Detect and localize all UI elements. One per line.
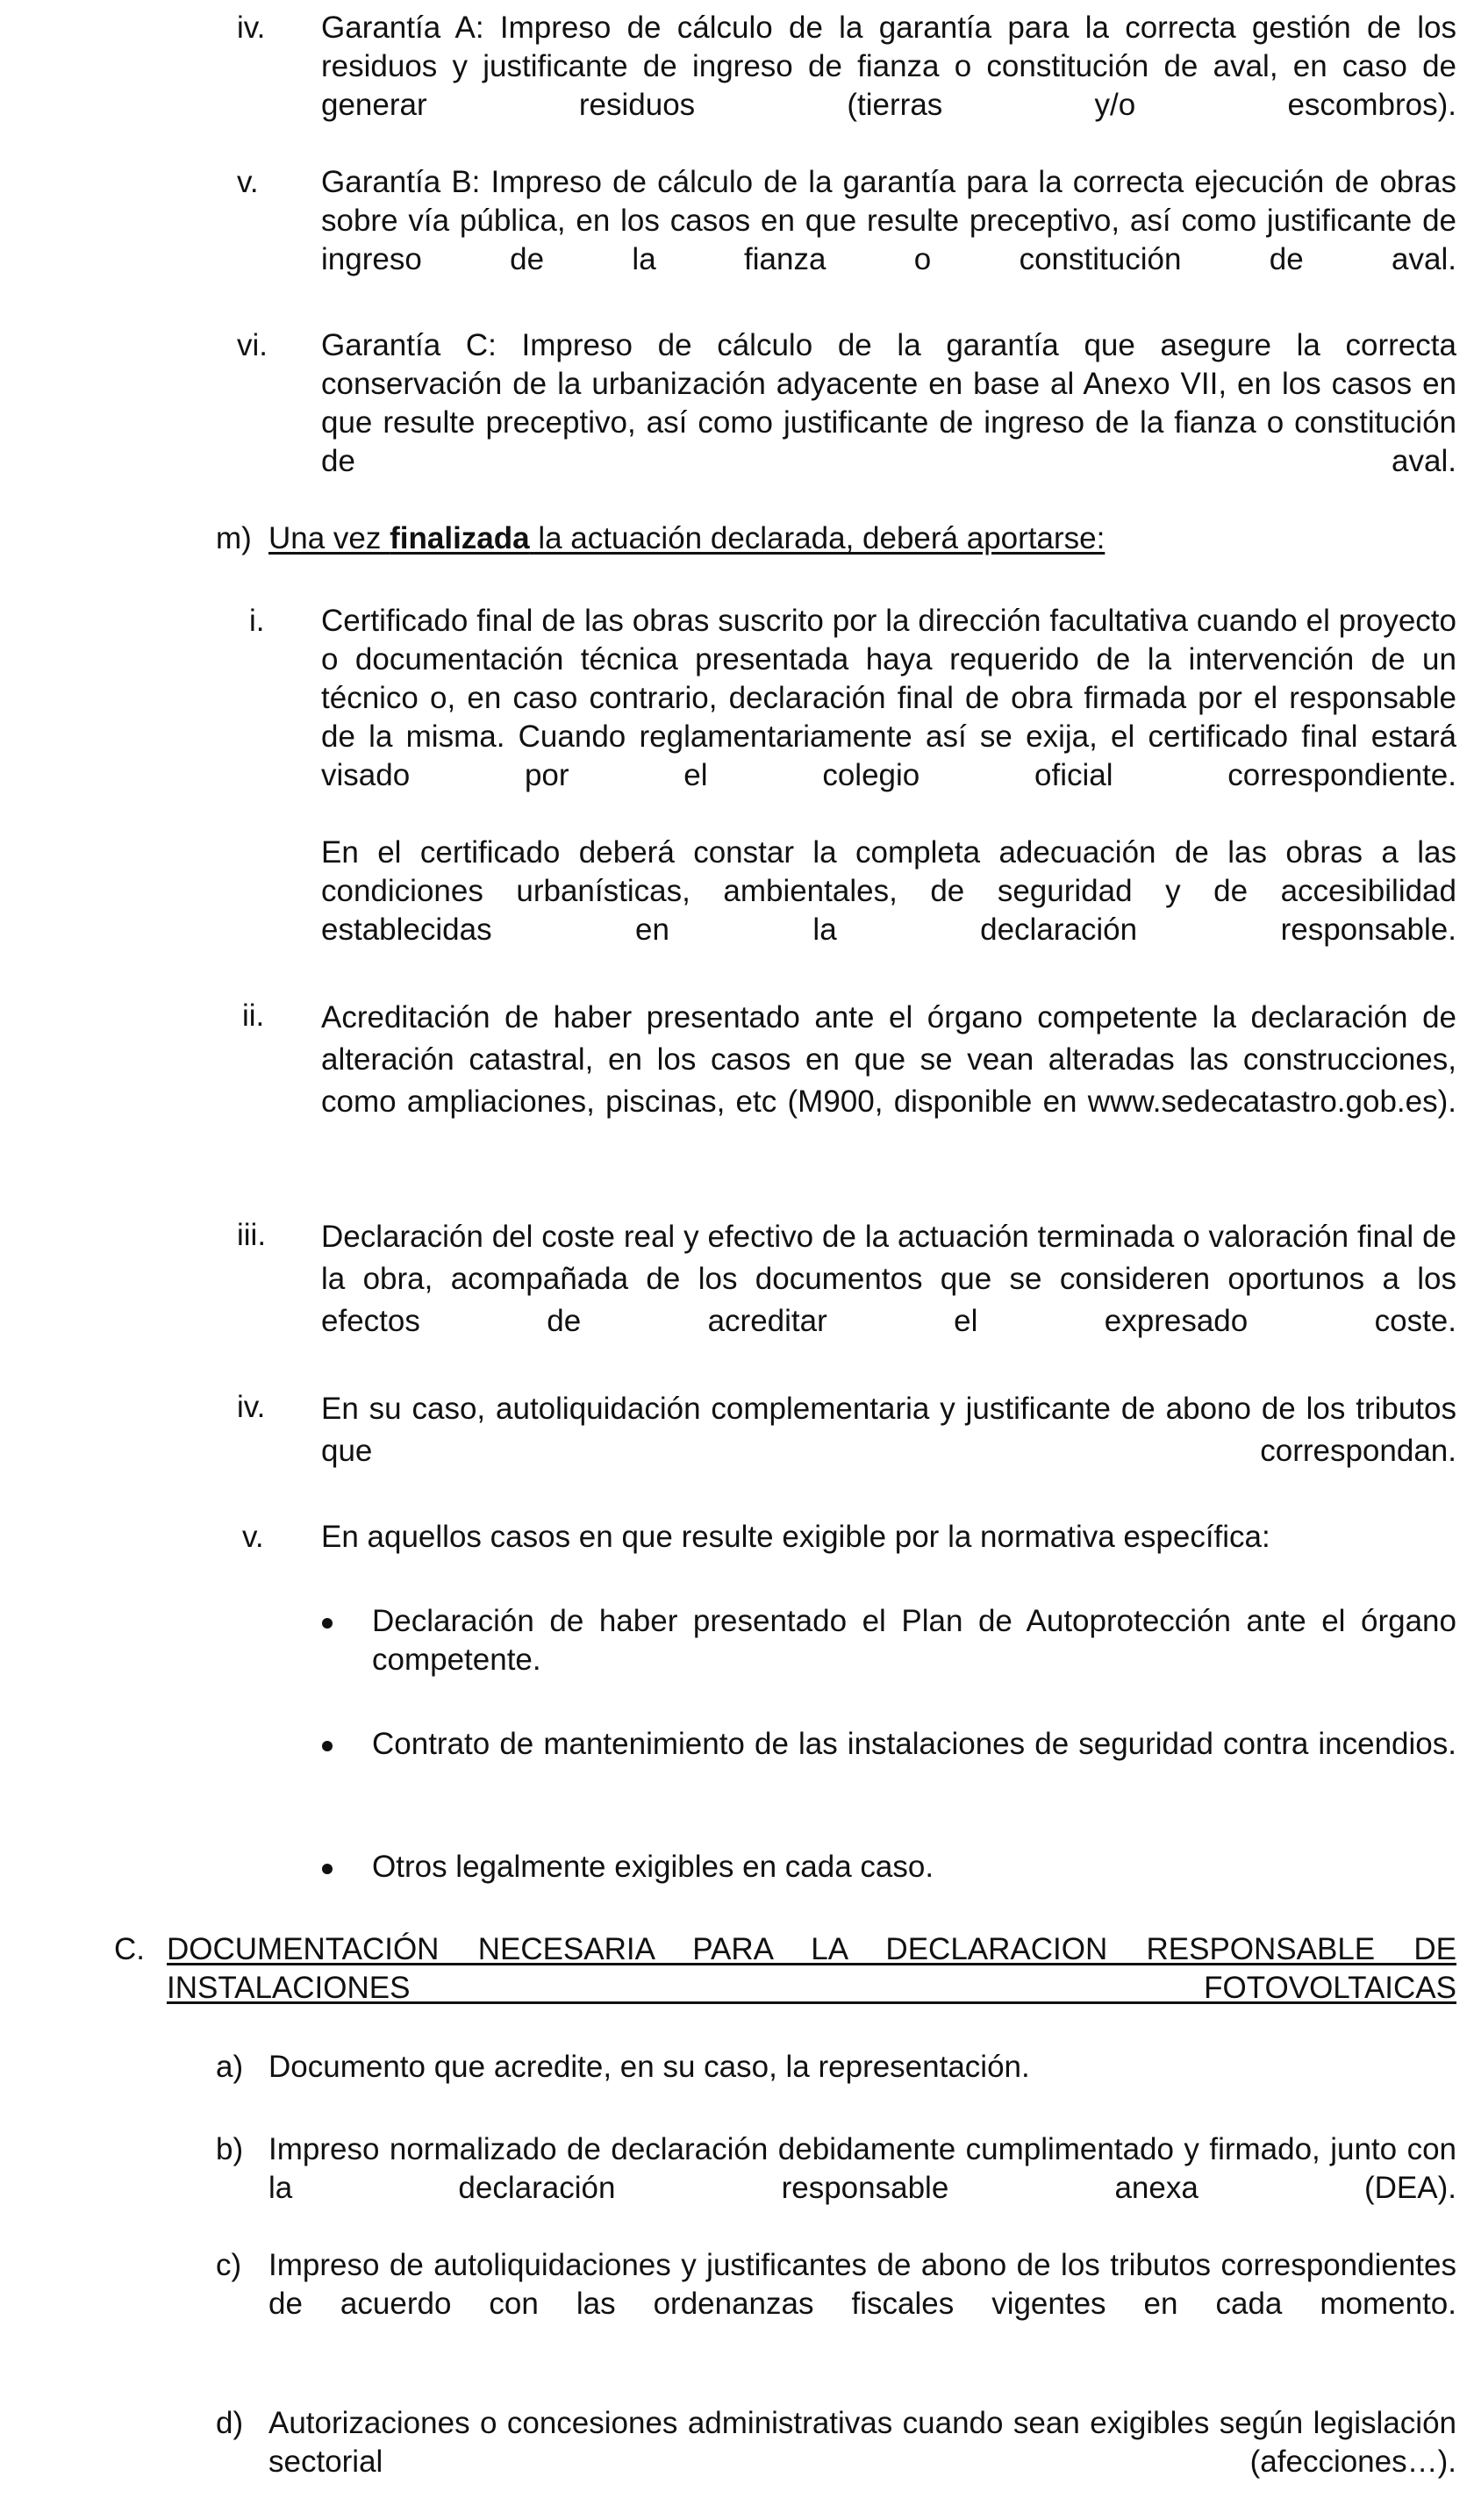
list-marker: v. [242,1520,264,1554]
section-m-heading [268,519,1105,558]
certificado-final-paragraph: Certificado final de las obras suscrito por la dirección facultativa cuando el proyecto o documentación técnica presentada haya requerido de la intervención de un técnico o, en caso contrario, declaración final de obra firmada por el responsable de la misma. Cuando reglamentariamente así se exija, el certificado final estará visado por el colegio oficial correspondiente. [321,604,1456,792]
heading-text: la actuación declarada, deberá aportarse: [529,521,1106,555]
garantia-c-paragraph: Garantía C: Impreso de cálculo de la garantía que asegure la correcta conservación de la urbanización adyacente en base al Anexo VII, en los casos en que resulte preceptivo, así como justificante de ingreso de la fianza o constitución de aval. [321,328,1456,478]
list-marker: ii. [242,999,265,1033]
bullet-dot [322,1741,333,1751]
heading-text: Una vez [268,521,390,555]
representacion-paragraph: Documento que acredite, en su caso, la representación. [268,2050,1030,2084]
bullet-dot [322,1864,333,1874]
list-marker: i. [249,604,265,638]
section-c-heading: DOCUMENTACIÓN NECESARIA PARA LA DECLARACION RESPONSABLE DE INSTALACIONES FOTOVOLTAICAS [167,1932,1456,2005]
impreso-normalizado-paragraph: Impreso normalizado de declaración debidamente cumplimentado y firmado, junto con la declaración responsable anexa (DEA). [268,2132,1456,2205]
bullet-item: Otros legalmente exigibles en cada caso. [372,1850,934,1884]
list-marker: v. [237,165,259,199]
autorizaciones-paragraph: Autorizaciones o concesiones administrativas cuando sean exigibles según legislación sectorial (afecciones…). [268,2406,1456,2479]
list-marker: a) [216,2050,244,2084]
bullet-item: Declaración de haber presentado el Plan de Autoprotección ante el órgano competente. [372,1604,1456,1677]
heading-bold-text: finalizada [390,521,530,555]
garantia-b-paragraph: Garantía B: Impreso de cálculo de la garantía para la correcta ejecución de obras sobre vía pública, en los casos en que resulte preceptivo, así como justificante de ingreso de la fianza o constitución de aval. [321,165,1456,276]
garantia-a-paragraph: Garantía A: Impreso de cálculo de la garantía para la correcta gestión de los residuos y justificante de ingreso de fianza o constitución de aval, en caso de generar residuos (tierras y/o escombros). [321,11,1456,122]
list-marker: iii. [237,1218,267,1252]
list-marker: vi. [237,328,268,362]
coste-real-paragraph: Declaración del coste real y efectivo de la actuación terminada o valoración final de la obra, acompañada de los documentos que se consideren oportunos a los efectos de acreditar el expresado coste. [321,1220,1456,1338]
list-marker: b) [216,2132,244,2166]
section-marker: C. [114,1932,145,1966]
certificado-note-paragraph: En el certificado deberá constar la completa adecuación de las obras a las condiciones urbanísticas, ambientales, de seguridad y de accesibilidad establecidas en la declaración responsable. [321,835,1456,947]
list-marker: c) [216,2248,242,2282]
autoliquidaciones-paragraph: Impreso de autoliquidaciones y justificantes de abono de los tributos correspondientes de acuerdo con las ordenanzas fiscales vigentes en cada momento. [268,2248,1456,2321]
list-marker: m) [216,521,252,555]
list-marker: iv. [237,1390,266,1424]
bullet-item: Contrato de mantenimiento de las instalaciones de seguridad contra incendios. [372,1727,1456,1761]
list-marker: iv. [237,11,266,45]
bullet-dot [322,1618,333,1629]
list-marker: d) [216,2406,244,2440]
normativa-paragraph: En aquellos casos en que resulte exigible por la normativa específica: [321,1520,1270,1554]
catastral-paragraph: Acreditación de haber presentado ante el órgano competente la declaración de alteración catastral, en los casos en que se vean alteradas las construcciones, como ampliaciones, piscinas, etc (M900, disponible en www.sedecatastro.gob.es). [321,1000,1456,1119]
autoliquidacion-paragraph: En su caso, autoliquidación complementaria y justificante de abono de los tributos que correspondan. [321,1392,1456,1468]
